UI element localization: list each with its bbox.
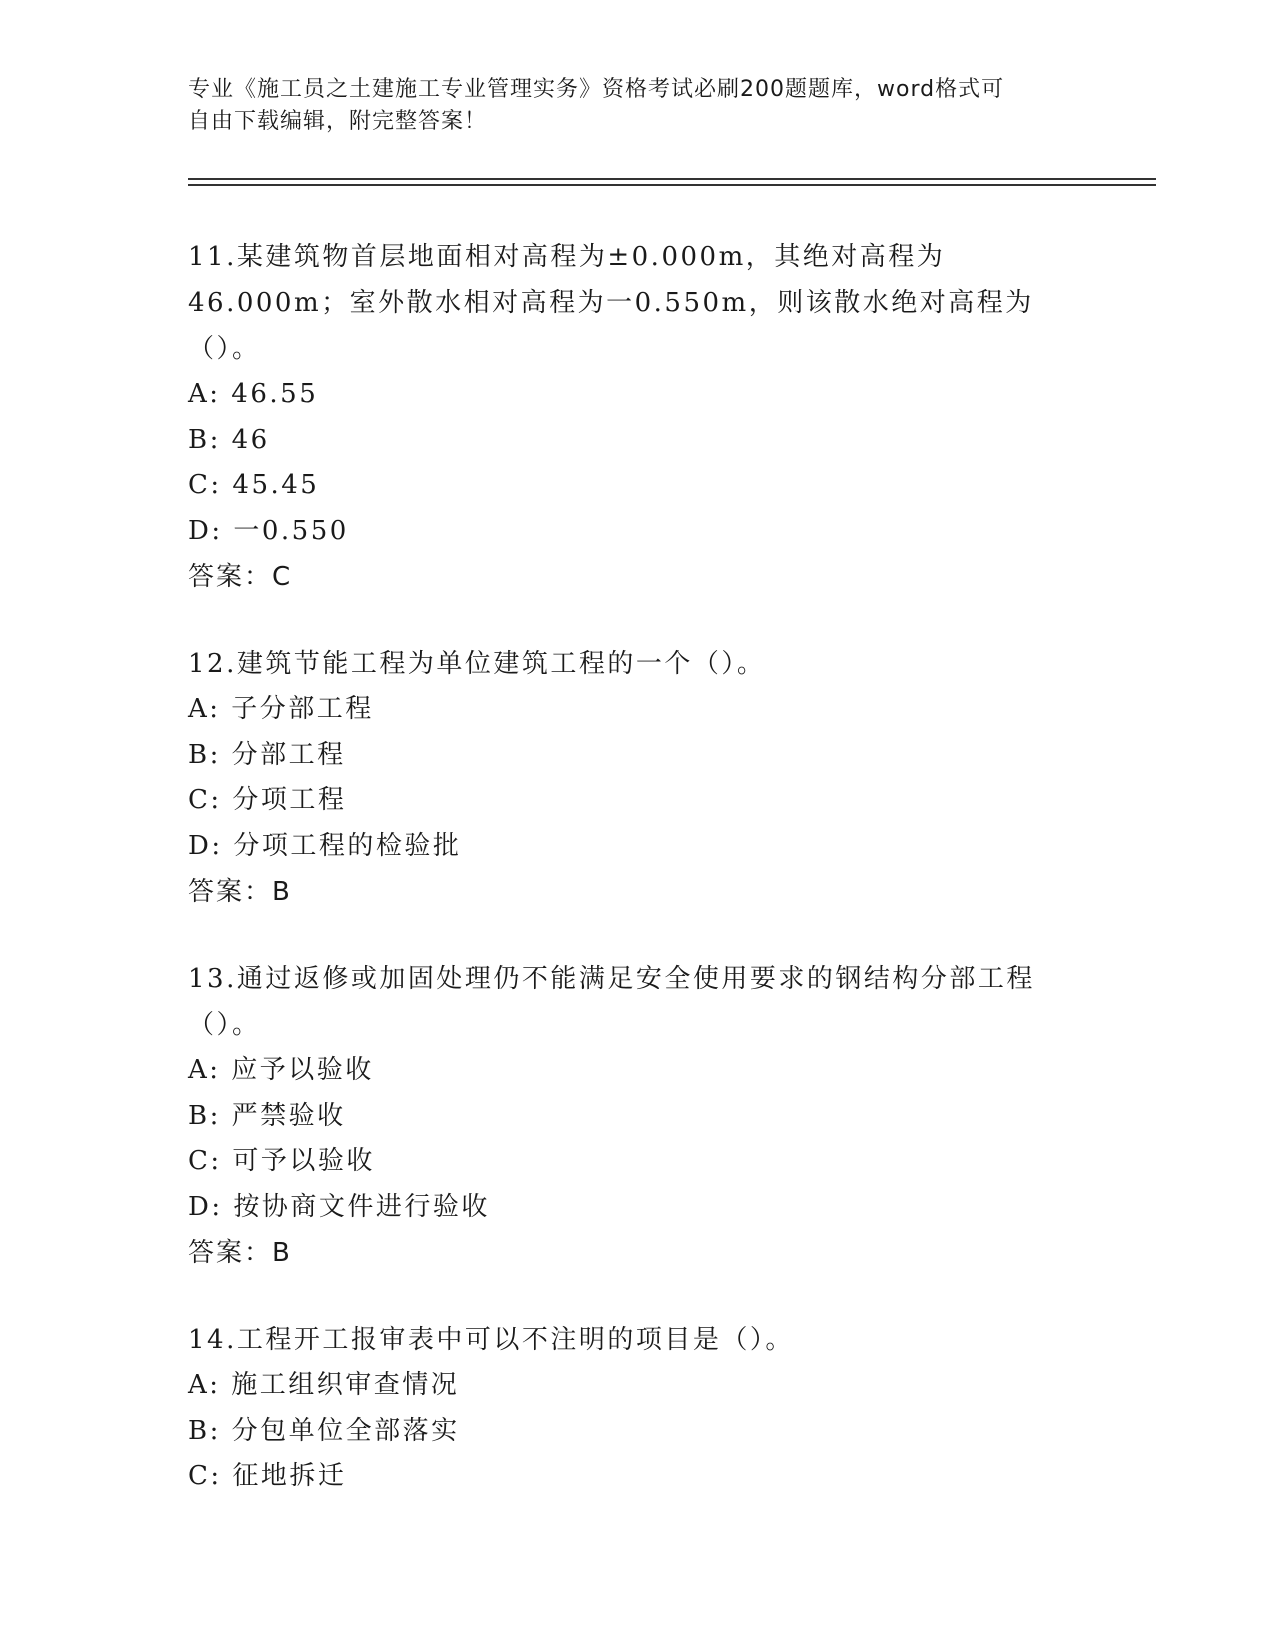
question-11 [188,234,1088,600]
option-b: B: 46 [188,424,270,455]
option-c: C: 分项工程 [188,785,347,815]
option-c: C: 征地拆迁 [188,1461,347,1491]
question-stem: 12.建筑节能工程为单位建筑工程的一个（）。 [188,649,766,679]
option-a: A: 子分部工程 [188,694,374,724]
question-13 [188,956,1088,1276]
option-c: C: 可予以验收 [188,1146,375,1176]
option-d: D: 分项工程的检验批 [188,830,462,861]
header-title-line-2: 自由下载编辑，附完整答案！ [188,109,488,134]
question-12 [188,641,1088,915]
question-stem: 14.工程开工报审表中可以不注明的项目是（）。 [188,1325,794,1355]
question-stem: 13.通过返修或加固处理仍不能满足安全使用要求的钢结构分部工程（）。 [188,964,1035,1040]
option-b: B: 分部工程 [188,739,346,770]
option-d: D: 按协商文件进行验收 [188,1191,490,1222]
option-a: A: 应予以验收 [188,1055,374,1085]
option-b: B: 分包单位全部落实 [188,1415,460,1446]
option-b: B: 严禁验收 [188,1100,346,1131]
question-14 [188,1317,1088,1500]
option-a: A: 施工组织审查情况 [188,1370,460,1400]
question-list [188,234,1088,1541]
option-c: C: 45.45 [188,470,320,500]
option-d: D: 一0.550 [188,515,349,546]
answer-line: 答案：C [188,562,293,592]
answer-line: 答案：B [188,1238,292,1268]
header-divider-bottom [188,184,1156,186]
document-header [188,74,1068,138]
question-stem: 11.某建筑物首层地面相对高程为±0.000m，其绝对高程为46.000m；室外散水相对高程为一0.550m，则该散水绝对高程为（）。 [188,242,1034,364]
option-a: A: 46.55 [188,379,319,409]
answer-line: 答案：B [188,877,292,907]
header-title-line-1: 专业《施工员之土建施工专业管理实务》资格考试必刷200题题库，word格式可 [188,77,1005,102]
header-divider-top [188,178,1156,180]
